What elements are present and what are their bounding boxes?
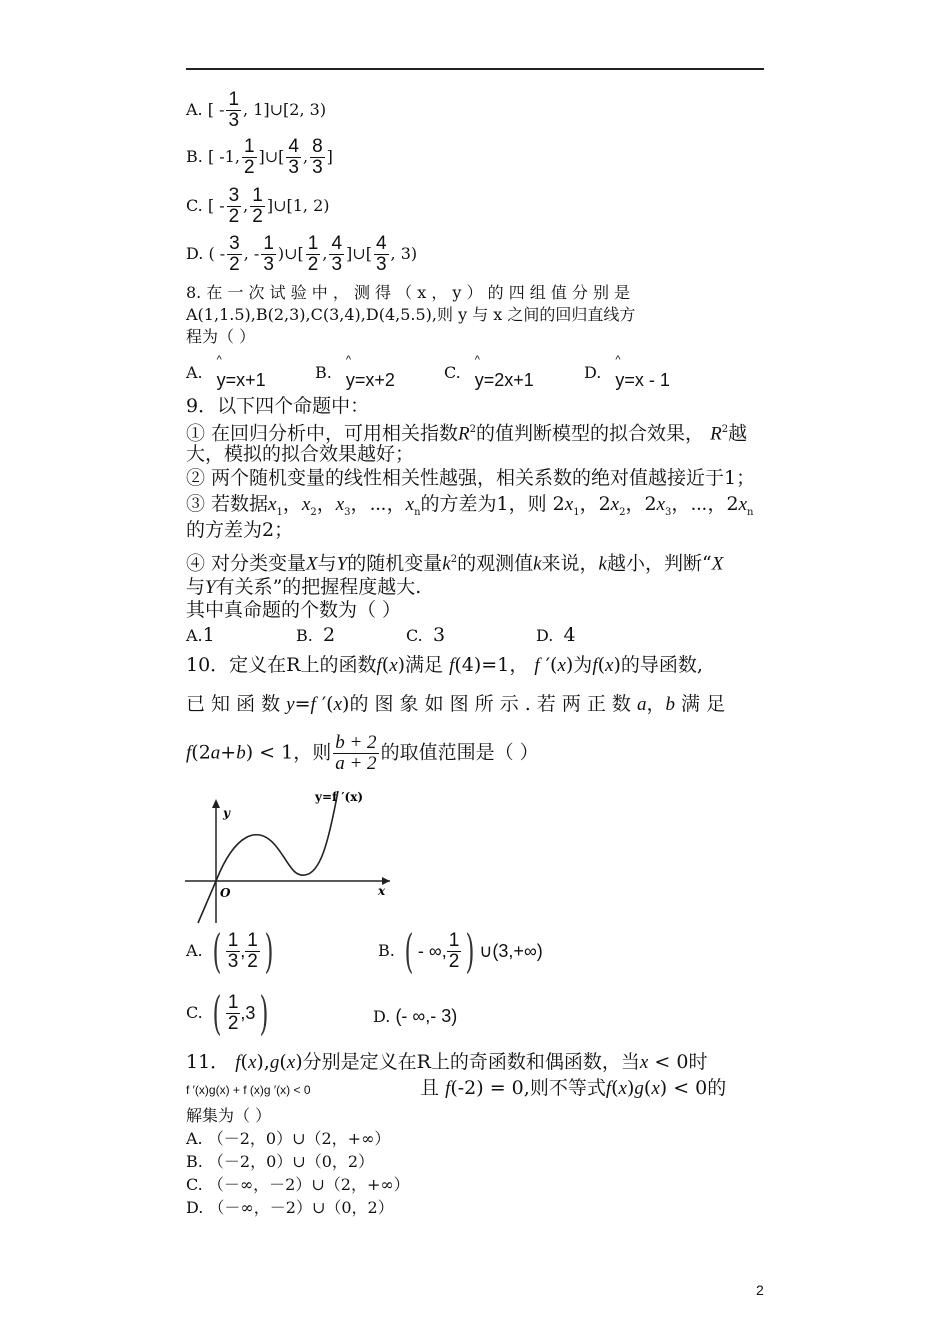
q10-line3: f(2a+b) < 1，则 $\frac{b + 2}{a + 2}$ 的取值范围是（ ） (186, 732, 539, 774)
q11-line2: 且 f(-2) = 0,则不等式f(x)g(x) < 0的 (420, 1077, 727, 1099)
q8-option-d: D.^ y=x - 1 (584, 362, 670, 383)
q10-option-a: A. ( $\frac{1}{3}$ , $\frac{1}{2}$ ) (186, 924, 274, 978)
q9-statement-3-cont: 的方差为2； (186, 519, 294, 541)
q10-line1: 10．定义在R上的函数f(x)满足 f(4)=1， f ′(x)为f(x)的导函数, (186, 654, 703, 676)
q9-statement-1: ① 在回归分析中，可用相关指数$R^2$的值判断模型的拟合效果， $R^2$越 (186, 422, 748, 445)
curve-label: y=f ′(x) (315, 790, 364, 804)
q8-stem-line2: A(1,1.5),B(2,3),C(3,4),D(4,5.5),则 y 与 x 之间的回归直线方 (186, 305, 636, 324)
header-rule (186, 68, 764, 70)
q9-statement-4: ④ 对分类变量X与Y的随机变量$k^2$的观测值k来说，k越小，判断“X (186, 552, 724, 575)
q7-option-d: D. ( - $\frac{3}{2}$ , - $\frac{1}{3}$ )∪[ $\frac{1}{2}$ , $\frac{4}{3}$ ]∪[ $\frac{4}{3}$ , 3) (186, 233, 418, 275)
y-axis-label: y (223, 806, 230, 820)
q8-stem-line1: 8. 在 一 次 试 验 中 ， 测 得 （ x ， y ） 的 四 组 值 分 别 是 (186, 283, 631, 302)
q9-statement-4-cont: 与Y有关系”的把握程度越大. (186, 576, 422, 598)
q9-option-d: D. 4 (536, 624, 576, 646)
q11-option-b: B. （－2，0）∪（0，2） (186, 1152, 375, 1171)
q9-title: 9．以下四个命题中： (186, 395, 370, 417)
q10-option-c: C. ( $\frac{1}{2}$ ,3) (186, 986, 269, 1040)
derivative-graph (180, 785, 395, 930)
q10-line2: 已 知 函 数 y=f ′(x)的 图 象 如 图 所 示 . 若 两 正 数 a，b 满 足 (186, 693, 726, 715)
q8-option-b: B.^ y=x+2 (315, 362, 395, 383)
q10-option-b: B. ( - ∞, $\frac{1}{2}$ ) ∪(3,+∞) (378, 924, 543, 978)
q8-stem-line3: 程为（ ） (186, 327, 256, 346)
q8-option-c: C.^ y=2x+1 (444, 362, 534, 383)
q7-option-c: C. [ - $\frac{3}{2}$ , $\frac{1}{2}$ ]∪[1, 2) (186, 185, 330, 227)
q11-option-a: A. （－2，0）∪（2，+∞） (186, 1129, 391, 1148)
q9-statement-3: ③ 若数据$x_1$，$x_2$，$x_3$，⋯，$x_n$的方差为1，则 $2x_1$，$2x_2$，$2x_3$，⋯，$2x_n$ (186, 493, 754, 518)
derivative-curve (198, 791, 338, 923)
q8-option-a: A.^ y=x+1 (186, 362, 266, 383)
q9-question: 其中真命题的个数为（ ） (186, 599, 402, 621)
q11-line1: 11． f(x),g(x)分别是定义在R上的奇函数和偶函数，当x < 0时 (186, 1051, 708, 1073)
q7-option-a: A. [ - $\frac{1}{3}$ , 1]∪[2, 3) (186, 89, 327, 131)
q11-condition: f ′(x)g(x) + f (x)g ′(x) < 0 (186, 1083, 311, 1097)
q11-line3: 解集为（ ） (186, 1106, 272, 1125)
q9-statement-1-cont: 大，模拟的拟合效果越好； (186, 443, 415, 465)
q9-statement-2: ② 两个随机变量的线性相关性越强，相关系数的绝对值越接近于1； (186, 467, 756, 489)
q9-option-b: B. 2 (296, 624, 336, 646)
q11-option-d: D. （－∞，－2）∪（0，2） (186, 1198, 394, 1217)
y-axis-arrow-icon (212, 799, 220, 808)
origin-label: O (220, 886, 231, 900)
q11-option-c: C. （－∞，－2）∪（2，+∞） (186, 1175, 410, 1194)
q7-option-b: B. [ -1, $\frac{1}{2}$ ]∪[ $\frac{4}{3}$ , $\frac{8}{3}$ ] (186, 136, 333, 178)
page-number: 2 (756, 1282, 764, 1298)
q9-option-c: C. 3 (406, 624, 446, 646)
x-axis-label: x (378, 884, 386, 898)
q9-option-a: A.1 (186, 624, 215, 646)
q10-option-d: D. (- ∞,- 3) (373, 1006, 458, 1026)
